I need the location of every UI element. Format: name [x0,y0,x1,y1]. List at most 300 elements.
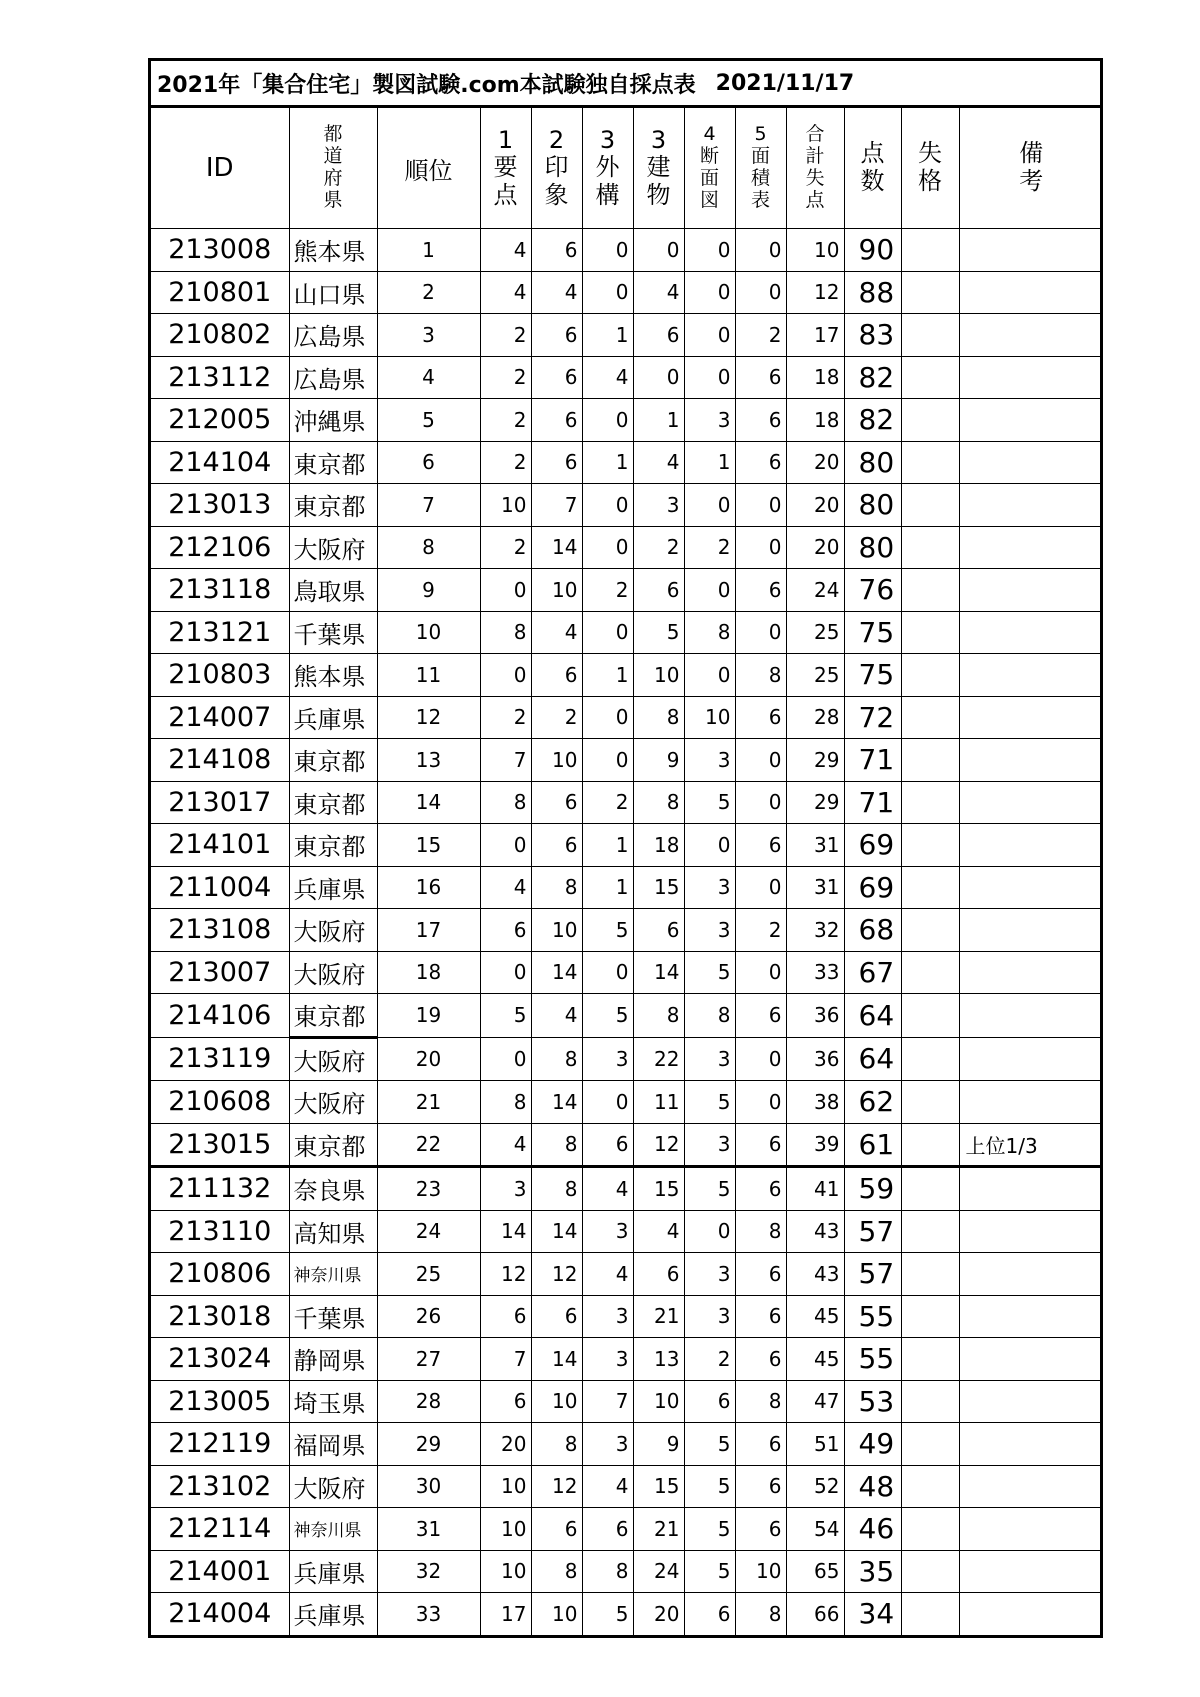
table-row [151,824,1103,867]
cell-c2: 12 [531,1465,582,1508]
cell-rank: 5 [377,399,480,442]
cell-c1: 0 [480,569,531,612]
header-char: 印 [544,153,569,182]
cell-total: 17 [786,314,844,357]
cell-c4: 8 [684,994,735,1038]
cell-prefecture: 東京都 [289,739,377,782]
table-row [151,1423,1103,1466]
cell-c4: 0 [684,271,735,314]
cell-score: 75 [844,611,901,654]
table-row [151,1037,1103,1081]
cell-c2: 8 [531,1550,582,1593]
cell-c3b: 22 [633,1037,684,1081]
cell-c1: 2 [480,696,531,739]
cell-id: 213008 [151,229,289,272]
cell-total: 65 [786,1550,844,1593]
cell-c3b: 14 [633,951,684,994]
header-prefecture [289,108,377,229]
cell-fail [901,1380,959,1423]
cell-id: 213005 [151,1380,289,1423]
cell-note [959,1508,1103,1551]
cell-c5: 2 [735,314,786,357]
cell-c3b: 1 [633,399,684,442]
cell-score: 35 [844,1550,901,1593]
cell-total: 29 [786,739,844,782]
cell-score: 80 [844,484,901,527]
cell-rank: 32 [377,1550,480,1593]
cell-id: 213108 [151,909,289,952]
cell-rank: 24 [377,1210,480,1253]
cell-c3b: 0 [633,229,684,272]
cell-c5: 8 [735,1210,786,1253]
cell-rank: 9 [377,569,480,612]
cell-fail [901,951,959,994]
cell-c1: 2 [480,441,531,484]
cell-c3b: 10 [633,1380,684,1423]
header-char: 計 [805,145,825,168]
cell-c3a: 1 [582,441,633,484]
header-char: 構 [595,180,620,209]
cell-note [959,994,1103,1038]
cell-c3b: 13 [633,1338,684,1381]
sheet-date: 2021/11/17 [715,70,855,96]
cell-c2: 6 [531,399,582,442]
cell-total: 66 [786,1593,844,1635]
cell-rank: 31 [377,1508,480,1551]
cell-id: 212106 [151,526,289,569]
score-table [151,108,1103,1635]
cell-c3a: 8 [582,1550,633,1593]
header-char: 数 [860,167,885,195]
header-char: 要 [493,153,518,182]
cell-c2: 2 [531,696,582,739]
cell-fail [901,1423,959,1466]
cell-note [959,824,1103,867]
cell-fail [901,739,959,782]
cell-note [959,1338,1103,1381]
cell-c3a: 4 [582,356,633,399]
cell-fail [901,1167,959,1211]
table-row [151,314,1103,357]
header-c3b [633,108,684,229]
cell-c4: 3 [684,1123,735,1167]
cell-total: 38 [786,1081,844,1124]
cell-c4: 3 [684,739,735,782]
cell-c3b: 6 [633,314,684,357]
cell-c3a: 0 [582,229,633,272]
cell-c3a: 0 [582,399,633,442]
cell-c5: 6 [735,1423,786,1466]
cell-note [959,569,1103,612]
cell-c1: 0 [480,654,531,697]
cell-id: 213121 [151,611,289,654]
cell-c3a: 0 [582,739,633,782]
cell-total: 33 [786,951,844,994]
cell-rank: 16 [377,866,480,909]
cell-c2: 8 [531,1167,582,1211]
cell-rank: 2 [377,271,480,314]
cell-fail [901,1465,959,1508]
cell-c3a: 5 [582,909,633,952]
cell-c3b: 15 [633,1167,684,1211]
cell-total: 36 [786,994,844,1038]
cell-fail [901,229,959,272]
score-sheet [148,58,1103,1638]
cell-id: 210803 [151,654,289,697]
cell-rank: 12 [377,696,480,739]
cell-c1: 10 [480,1508,531,1551]
header-char: 県 [323,188,343,211]
cell-fail [901,781,959,824]
cell-c5: 0 [735,484,786,527]
table-row [151,271,1103,314]
cell-prefecture: 奈良県 [289,1167,377,1211]
cell-c3a: 1 [582,824,633,867]
cell-c4: 0 [684,824,735,867]
cell-c3a: 3 [582,1338,633,1381]
cell-c5: 6 [735,399,786,442]
cell-note [959,611,1103,654]
cell-c4: 5 [684,951,735,994]
cell-note [959,654,1103,697]
cell-c4: 0 [684,314,735,357]
cell-id: 213013 [151,484,289,527]
sheet-title: 2021年「集合住宅」製図試験.com本試験独自採点表 [157,72,696,98]
cell-c2: 6 [531,441,582,484]
header-char: 断 [699,145,719,168]
cell-rank: 28 [377,1380,480,1423]
header-char: 4 [703,123,716,146]
table-row [151,1167,1103,1211]
cell-id: 210801 [151,271,289,314]
cell-c4: 3 [684,866,735,909]
cell-prefecture: 兵庫県 [289,1550,377,1593]
cell-fail [901,909,959,952]
table-row [151,994,1103,1038]
cell-total: 25 [786,611,844,654]
header-char: 5 [754,123,767,146]
cell-rank: 13 [377,739,480,782]
cell-c3a: 5 [582,1593,633,1635]
cell-c3b: 18 [633,824,684,867]
cell-c5: 0 [735,229,786,272]
cell-score: 90 [844,229,901,272]
cell-score: 55 [844,1338,901,1381]
cell-c4: 5 [684,1423,735,1466]
cell-score: 64 [844,994,901,1038]
cell-prefecture: 兵庫県 [289,1593,377,1635]
cell-prefecture: 大阪府 [289,1465,377,1508]
cell-c3a: 0 [582,484,633,527]
cell-id: 212119 [151,1423,289,1466]
cell-id: 214001 [151,1550,289,1593]
header-score [844,108,901,229]
cell-c5: 10 [735,1550,786,1593]
cell-fail [901,569,959,612]
header-char: 1 [497,125,514,154]
table-row [151,1465,1103,1508]
cell-score: 80 [844,526,901,569]
cell-c4: 6 [684,1593,735,1635]
cell-id: 213017 [151,781,289,824]
cell-c3b: 15 [633,866,684,909]
cell-c2: 6 [531,1295,582,1338]
cell-c5: 0 [735,739,786,782]
header-char: 積 [750,167,770,189]
cell-c3b: 20 [633,1593,684,1635]
cell-c1: 10 [480,484,531,527]
header-char: 図 [699,188,719,211]
cell-total: 24 [786,569,844,612]
cell-fail [901,696,959,739]
cell-c3b: 0 [633,356,684,399]
header-char: 象 [544,180,569,209]
cell-c5: 0 [735,951,786,994]
cell-rank: 33 [377,1593,480,1635]
cell-id: 212114 [151,1508,289,1551]
cell-id: 211132 [151,1167,289,1211]
cell-c1: 10 [480,1550,531,1593]
cell-c3a: 3 [582,1037,633,1081]
cell-rank: 22 [377,1123,480,1167]
cell-c2: 8 [531,1123,582,1167]
cell-c5: 0 [735,271,786,314]
cell-fail [901,1123,959,1167]
cell-c3a: 0 [582,696,633,739]
table-row [151,1338,1103,1381]
cell-c5: 6 [735,441,786,484]
header-char: 外 [595,153,620,182]
cell-id: 213112 [151,356,289,399]
cell-c5: 0 [735,1037,786,1081]
cell-note [959,781,1103,824]
cell-id: 213024 [151,1338,289,1381]
cell-rank: 29 [377,1423,480,1466]
cell-c3b: 3 [633,484,684,527]
cell-c2: 14 [531,1338,582,1381]
cell-c3b: 9 [633,739,684,782]
cell-c2: 8 [531,866,582,909]
cell-c3b: 6 [633,909,684,952]
header-c2 [531,108,582,229]
cell-c1: 0 [480,1037,531,1081]
cell-prefecture: 埼玉県 [289,1380,377,1423]
cell-total: 31 [786,824,844,867]
table-row [151,1081,1103,1124]
cell-score: 46 [844,1508,901,1551]
header-c4 [684,108,735,229]
cell-note [959,484,1103,527]
cell-fail [901,1081,959,1124]
cell-c4: 3 [684,1295,735,1338]
cell-note [959,1081,1103,1124]
cell-score: 88 [844,271,901,314]
cell-c3a: 0 [582,526,633,569]
cell-rank: 21 [377,1081,480,1124]
cell-c3b: 8 [633,994,684,1038]
cell-c3a: 3 [582,1210,633,1253]
cell-total: 18 [786,356,844,399]
table-body [151,229,1103,1635]
cell-rank: 1 [377,229,480,272]
cell-c1: 20 [480,1423,531,1466]
cell-total: 45 [786,1338,844,1381]
cell-c2: 4 [531,994,582,1038]
cell-c1: 2 [480,526,531,569]
cell-prefecture: 大阪府 [289,951,377,994]
cell-prefecture: 熊本県 [289,229,377,272]
cell-id: 211004 [151,866,289,909]
cell-note [959,1423,1103,1466]
cell-c4: 2 [684,1338,735,1381]
cell-total: 51 [786,1423,844,1466]
cell-rank: 27 [377,1338,480,1381]
cell-fail [901,1593,959,1635]
cell-score: 53 [844,1380,901,1423]
cell-score: 71 [844,781,901,824]
cell-note [959,909,1103,952]
cell-c4: 0 [684,569,735,612]
header-char: 点 [493,180,518,209]
header-char: 3 [599,125,616,154]
table-row [151,1123,1103,1167]
cell-c5: 6 [735,1295,786,1338]
cell-id: 214004 [151,1593,289,1635]
cell-total: 47 [786,1380,844,1423]
cell-fail [901,441,959,484]
cell-total: 31 [786,866,844,909]
cell-note [959,1593,1103,1635]
cell-score: 72 [844,696,901,739]
cell-c3b: 8 [633,696,684,739]
header-char: 2 [548,125,565,154]
cell-note [959,1253,1103,1296]
cell-c1: 8 [480,1081,531,1124]
cell-c1: 17 [480,1593,531,1635]
cell-c5: 6 [735,994,786,1038]
cell-c2: 10 [531,909,582,952]
table-row [151,1253,1103,1296]
cell-c5: 0 [735,611,786,654]
cell-id: 213110 [151,1210,289,1253]
table-row [151,739,1103,782]
cell-score: 68 [844,909,901,952]
cell-c2: 14 [531,1081,582,1124]
cell-c3b: 24 [633,1550,684,1593]
cell-note [959,1295,1103,1338]
table-row [151,441,1103,484]
cell-c5: 0 [735,866,786,909]
cell-c5: 6 [735,1465,786,1508]
cell-c4: 10 [684,696,735,739]
cell-c2: 4 [531,271,582,314]
table-row [151,1210,1103,1253]
cell-c1: 6 [480,909,531,952]
cell-c3b: 5 [633,611,684,654]
cell-total: 54 [786,1508,844,1551]
cell-c4: 3 [684,1037,735,1081]
header-char: 格 [918,167,942,195]
cell-rank: 7 [377,484,480,527]
cell-note [959,1037,1103,1081]
cell-c4: 6 [684,1380,735,1423]
cell-c2: 8 [531,1423,582,1466]
cell-total: 52 [786,1465,844,1508]
cell-c1: 2 [480,356,531,399]
cell-c4: 8 [684,611,735,654]
cell-rank: 15 [377,824,480,867]
cell-note [959,229,1103,272]
cell-c3b: 21 [633,1295,684,1338]
cell-rank: 3 [377,314,480,357]
cell-c1: 5 [480,994,531,1038]
cell-note [959,356,1103,399]
cell-total: 29 [786,781,844,824]
cell-score: 76 [844,569,901,612]
header-char: 合 [805,123,825,146]
cell-note [959,951,1103,994]
table-row [151,526,1103,569]
cell-c2: 4 [531,611,582,654]
cell-prefecture: 東京都 [289,441,377,484]
cell-total: 43 [786,1253,844,1296]
cell-id: 214108 [151,739,289,782]
cell-total: 28 [786,696,844,739]
cell-score: 64 [844,1037,901,1081]
cell-c5: 8 [735,654,786,697]
header-char: 都 [323,123,343,146]
cell-id: 213118 [151,569,289,612]
cell-c2: 10 [531,569,582,612]
cell-prefecture: 広島県 [289,356,377,399]
table-row [151,909,1103,952]
cell-c4: 5 [684,1550,735,1593]
cell-c2: 10 [531,1380,582,1423]
header-char: 表 [750,188,770,211]
cell-note [959,739,1103,782]
cell-c3b: 6 [633,1253,684,1296]
cell-id: 210802 [151,314,289,357]
cell-prefecture: 兵庫県 [289,696,377,739]
cell-note [959,271,1103,314]
cell-c5: 0 [735,526,786,569]
cell-c3b: 9 [633,1423,684,1466]
cell-fail [901,654,959,697]
cell-prefecture: 鳥取県 [289,569,377,612]
cell-total: 41 [786,1167,844,1211]
cell-total: 20 [786,441,844,484]
cell-prefecture: 高知県 [289,1210,377,1253]
cell-fail [901,1210,959,1253]
cell-fail [901,314,959,357]
cell-id: 212005 [151,399,289,442]
header-c3a [582,108,633,229]
header-char: 物 [646,180,671,209]
cell-c5: 6 [735,569,786,612]
cell-id: 213015 [151,1123,289,1167]
cell-rank: 26 [377,1295,480,1338]
cell-c5: 6 [735,1123,786,1167]
cell-c4: 5 [684,781,735,824]
cell-c1: 7 [480,739,531,782]
cell-score: 62 [844,1081,901,1124]
cell-note [959,441,1103,484]
cell-c2: 6 [531,781,582,824]
cell-total: 20 [786,526,844,569]
table-row [151,229,1103,272]
cell-c5: 2 [735,909,786,952]
cell-c1: 2 [480,399,531,442]
